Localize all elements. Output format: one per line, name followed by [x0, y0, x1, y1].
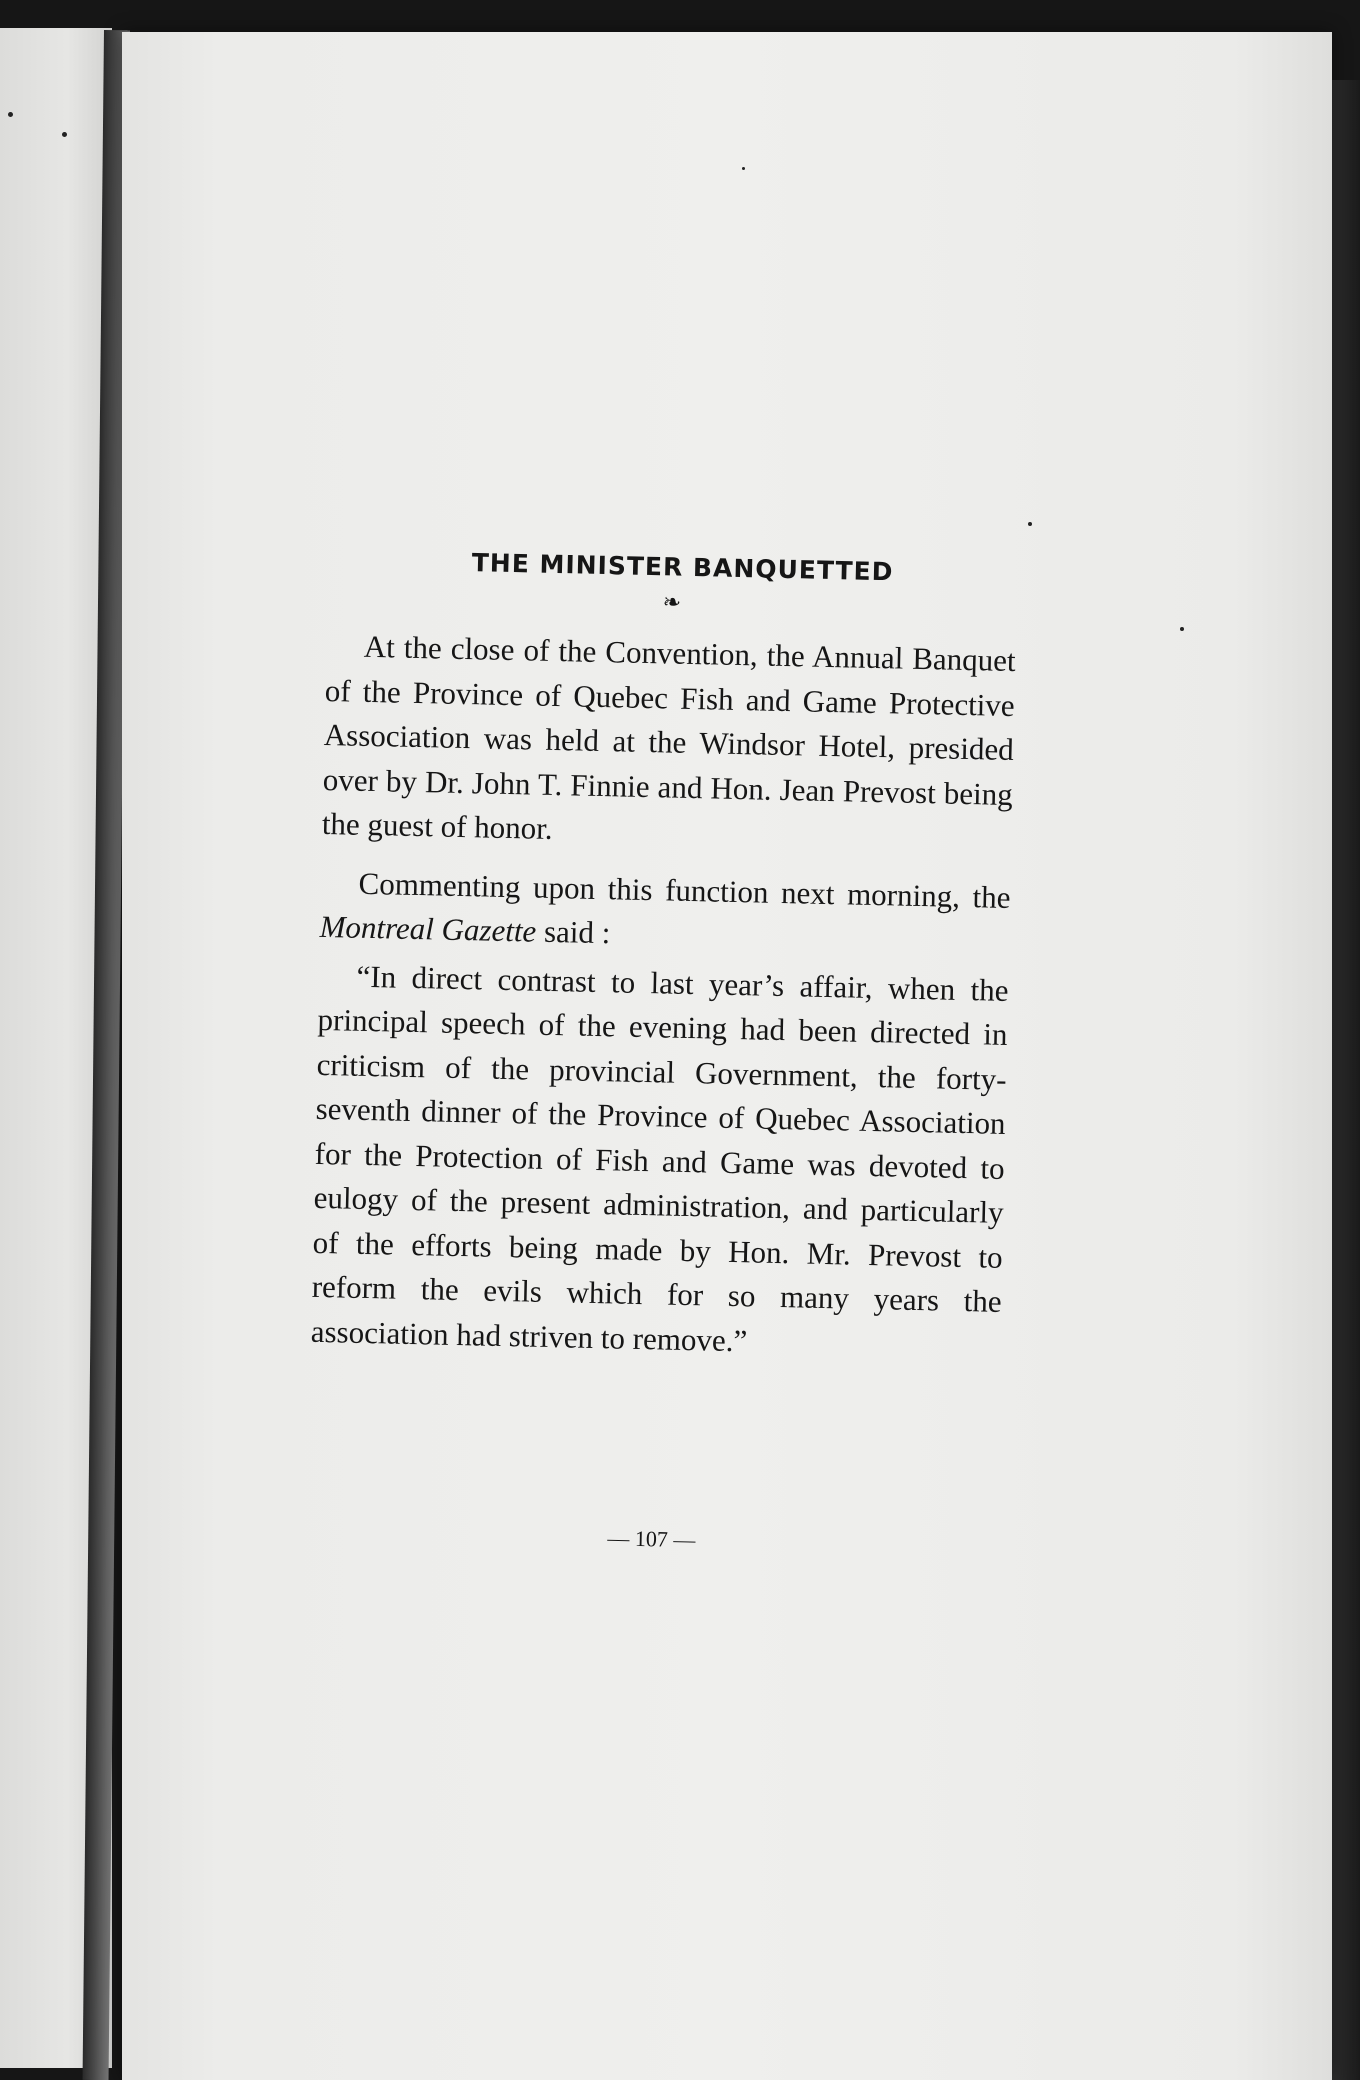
page-heading: THE MINISTER BANQUETTED: [471, 548, 894, 587]
paper-speck: [1180, 627, 1184, 631]
paper-speck: [742, 167, 745, 170]
paragraph-commenting-lead: Commenting upon this function next morning, the: [358, 865, 1011, 915]
paragraph-quotation: “In direct contrast to last year’s affair, when the principal speech of the evening had been directed in criticism of the provincial Government, the forty-seventh dinner of the Province of Quebec Association for the Protection of Fish and Game was devoted to eulogy of the present administration, and particularly of the efforts being made by Hon. Mr. Prevost to reform the evils which for so many years the association had striven to remove.”: [310, 958, 1009, 1358]
page-text: [306, 545, 1018, 1560]
fleuron-ornament: ❧: [662, 589, 682, 615]
paper-speck: [62, 132, 67, 137]
paper-speck: [8, 112, 13, 117]
paragraph-commenting: [319, 860, 1011, 964]
paragraph-banquet: At the close of the Convention, the Annual Banquet of the Province of Quebec Fish and Game Protective Association was held at the Windsor Hotel, presided over by Dr. John T. Finnie and Hon. Jean Prevost being the guest of honor.: [321, 628, 1017, 846]
paper-speck: [1028, 522, 1032, 526]
newspaper-title: Montreal Gazette: [319, 908, 537, 949]
paragraph-commenting-tail: said :: [535, 913, 611, 951]
page-number: — 107 —: [607, 1525, 696, 1553]
